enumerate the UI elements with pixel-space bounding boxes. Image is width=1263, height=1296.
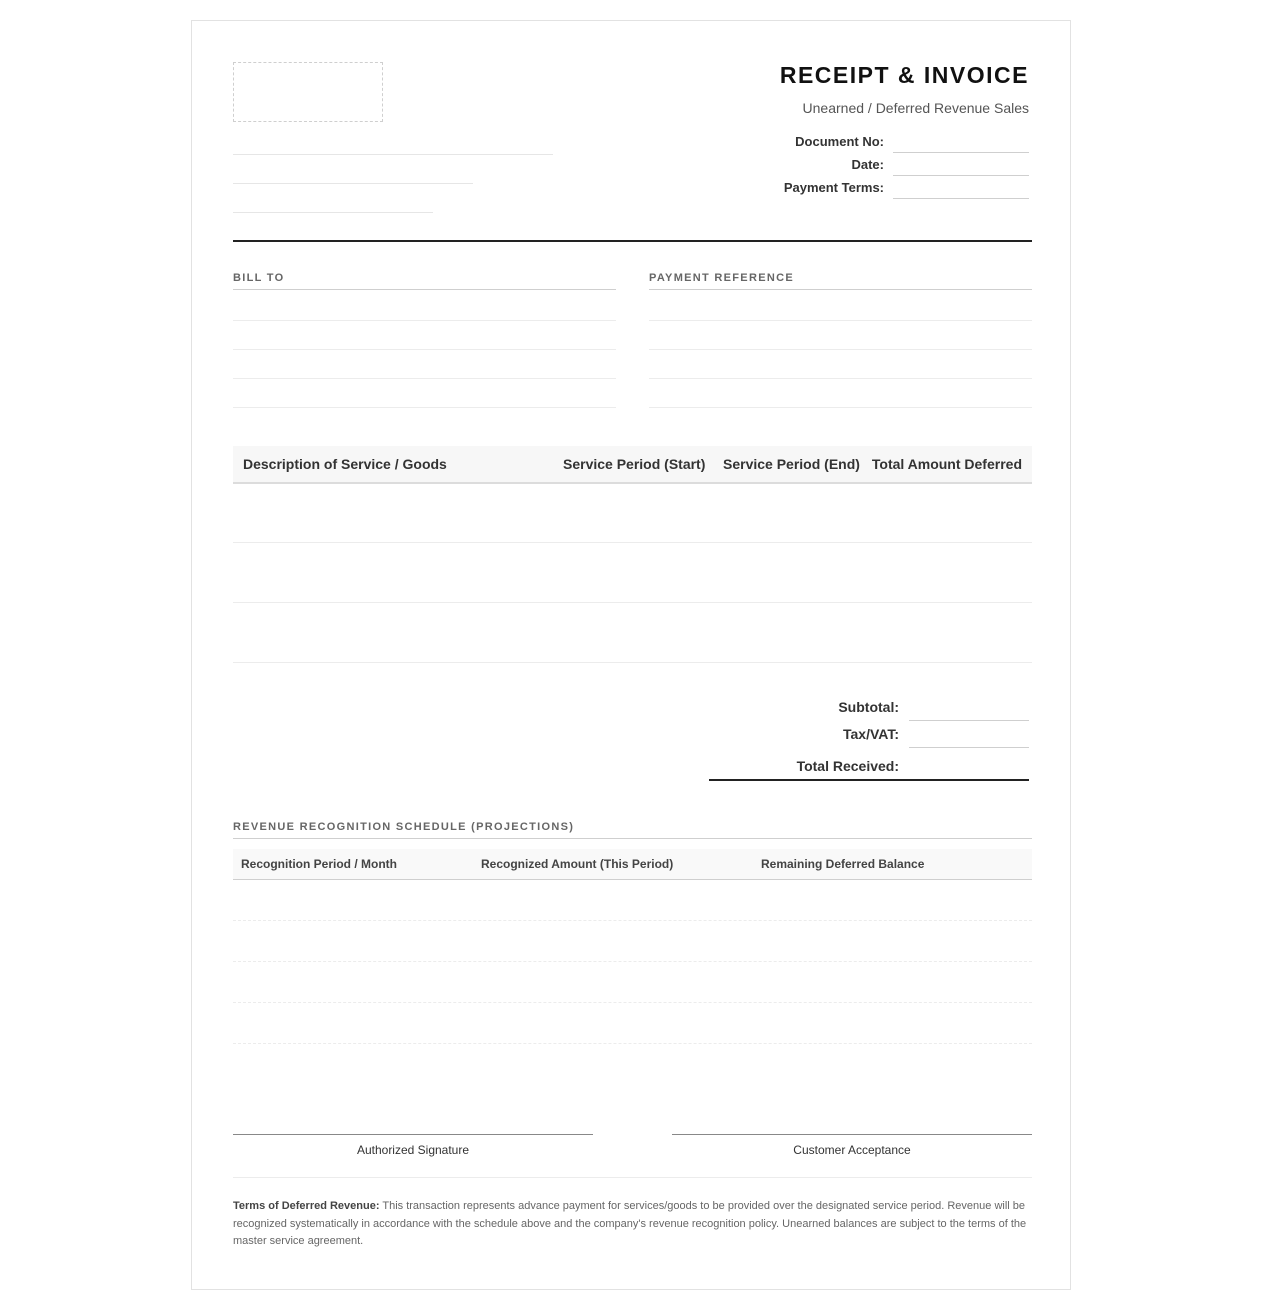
bill-to-line[interactable] [233,320,616,321]
meta-date [669,157,1029,177]
schedule-underline [233,838,1032,839]
terms-body: This transaction represents advance payment for services/goods to be provided over the designated service period. Revenue will be recognized systematically in accordance with the schedule above and the company's revenue recognition policy. Unearned balances are subject to the terms of the master service agreement. [233,1200,1027,1247]
meta-payment-terms [669,180,1029,200]
payment-reference-line[interactable] [649,378,1032,379]
column-description: Description of Service / Goods [243,456,447,472]
schedule-title: REVENUE RECOGNITION SCHEDULE (PROJECTIONS) [233,821,575,833]
bill-to-line[interactable] [233,378,616,379]
bill-to-underline [233,289,616,290]
table-row[interactable] [233,1002,1032,1003]
tax-field[interactable] [909,747,1029,748]
table-row[interactable] [233,920,1032,921]
terms-text [233,1198,1032,1251]
payment-reference-underline [649,289,1032,290]
payment-reference-line[interactable] [649,349,1032,350]
table-row[interactable] [233,602,1032,603]
document-no-label: Document No: [795,134,884,149]
payment-terms-label: Payment Terms: [783,180,884,195]
subtotal-label: Subtotal: [838,699,899,715]
table-row[interactable] [233,542,1032,543]
column-recognition-period: Recognition Period / Month [241,857,397,871]
table-row[interactable] [233,662,1032,663]
payment-terms-field[interactable] [893,198,1029,199]
total-received-label: Total Received: [796,758,899,774]
terms-heading: Terms of Deferred Revenue: [233,1200,380,1212]
customer-acceptance-line[interactable] [672,1134,1032,1135]
column-service-start: Service Period (Start) [563,456,706,472]
meta-document-no [669,134,1029,154]
column-remaining-balance: Remaining Deferred Balance [761,857,925,871]
total-received-field[interactable] [709,779,1029,781]
company-address-line-1[interactable] [233,154,553,155]
date-field[interactable] [893,175,1029,176]
table-row[interactable] [233,961,1032,962]
payment-reference-line[interactable] [649,407,1032,408]
tax-label: Tax/VAT: [842,726,899,742]
bill-to-line[interactable] [233,407,616,408]
customer-acceptance-label: Customer Acceptance [793,1143,911,1157]
payment-reference-label: PAYMENT REFERENCE [649,272,794,284]
date-label: Date: [851,157,884,172]
schedule-table-header [233,849,1032,880]
bill-to-line[interactable] [233,349,616,350]
subtotal-field[interactable] [909,720,1029,721]
company-address-line-2[interactable] [233,183,473,184]
column-recognized-amount: Recognized Amount (This Period) [481,857,674,871]
table-row[interactable] [233,1043,1032,1044]
items-table-header [233,446,1032,484]
invoice-page [191,20,1071,1290]
header-divider [233,240,1032,242]
logo-placeholder[interactable] [233,62,383,122]
payment-reference-line[interactable] [649,320,1032,321]
document-title: RECEIPT & INVOICE [779,62,1029,88]
footer-divider [233,1177,1032,1178]
authorized-signature-label: Authorized Signature [356,1143,470,1157]
document-subtitle: Unearned / Deferred Revenue Sales [802,100,1029,116]
company-address-line-3[interactable] [233,212,433,213]
bill-to-label: BILL TO [233,272,285,284]
authorized-signature-line[interactable] [233,1134,593,1135]
document-no-field[interactable] [893,152,1029,153]
column-total-deferred: Total Amount Deferred [871,456,1022,472]
column-service-end: Service Period (End) [723,456,860,472]
